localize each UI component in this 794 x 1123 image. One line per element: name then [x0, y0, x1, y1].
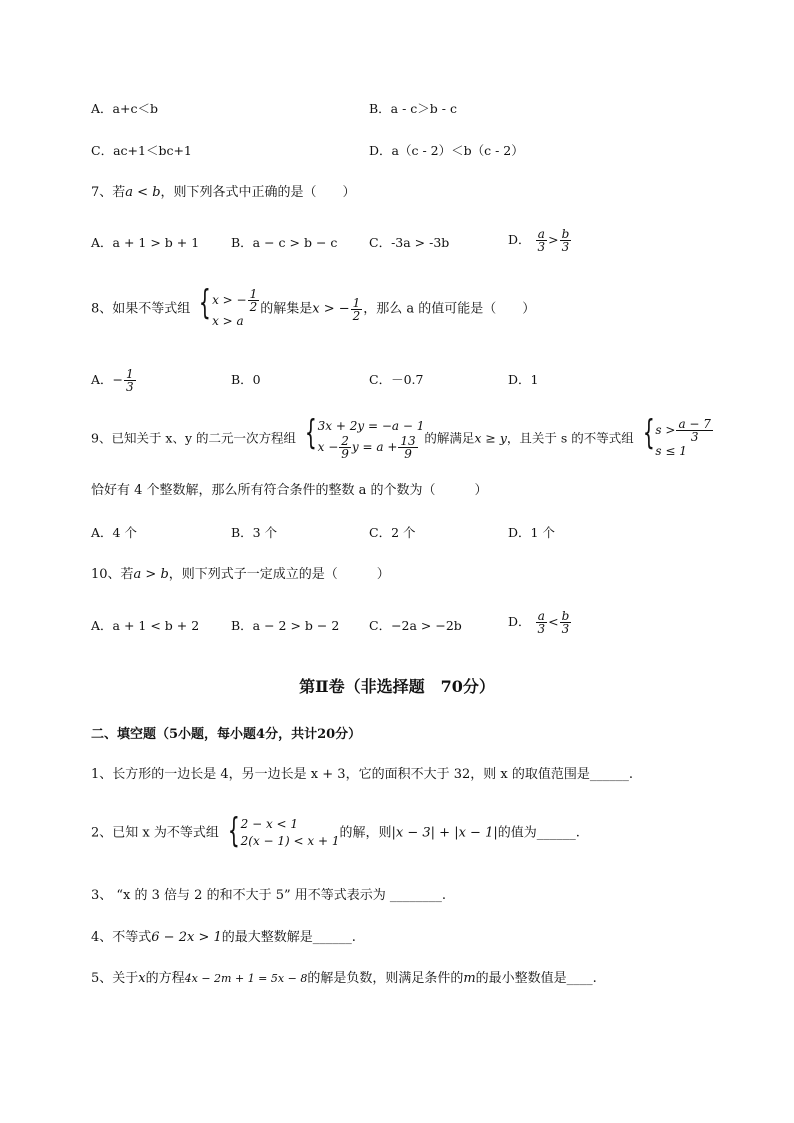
q9-option-a: A．4 个 — [91, 525, 137, 540]
section2-heading: 二、填空题（5小题，每小题4分，共计20分） — [91, 727, 362, 742]
q6-option-c: C．ac+1＜bc+1 — [91, 143, 192, 158]
q10-option-c: C．−2a > −2b — [369, 618, 462, 633]
q9-stem: 9、已知关于 x、y 的二元一次方程组 { 3x + 2y = −a − 1 x − $\frac{2}{9}$ y = a + $\frac{13}{9}$ 的解满足x ≥ y，且关于 s 的不等式组 { s > $\frac{a - 7}{3}$ s ≤ 1 — [91, 418, 714, 460]
q9-option-d: D．1 个 — [508, 525, 555, 540]
fill-q5: 5、关于x的方程4x − 2m + 1 = 5x − 8的解是负数，则满足条件的m的最小整数值是____. — [91, 971, 597, 986]
q8-option-a: A．− $\frac{1}{3}$ — [91, 367, 134, 394]
q9-option-c: C．2 个 — [369, 525, 416, 540]
q6-option-b: B．a - c＞b - c — [369, 101, 457, 116]
q10-option-d: D． $\frac{a}{3}$ < $\frac{b}{3}$ — [508, 609, 570, 636]
q9-s-inequality-system: { s > $\frac{a - 7}{3}$ s ≤ 1 — [642, 413, 711, 458]
q9-equation-system: { 3x + 2y = −a − 1 x − $\frac{2}{9}$ y = a + $\frac{13}{9}$ — [304, 413, 425, 461]
q10-option-a: A．a + 1 < b + 2 — [91, 618, 200, 633]
q9-option-b: B．3 个 — [231, 525, 278, 540]
q10-option-b: B．a − 2 > b − 2 — [231, 618, 340, 633]
q7-option-a: A．a + 1 > b + 1 — [91, 235, 200, 250]
q9-stem-line2: 恰好有 4 个整数解，那么所有符合条件的整数 a 的个数为（ ） — [91, 483, 488, 498]
q7-option-d: D． $\frac{a}{3}$ > $\frac{b}{3}$ — [508, 227, 570, 254]
fill-q2: 2、已知 x 为不等式组 { 2 − x < 1 2(x − 1) < x + 1 的解，则|x − 3| + |x − 1|的值为______. — [91, 811, 580, 851]
q6-option-a: A．a+c＜b — [91, 101, 158, 116]
q8-option-b: B．0 — [231, 372, 261, 387]
q10-stem: 10、若a > b，则下列式子一定成立的是（ ） — [91, 567, 390, 582]
fill-q2-inequality-system: { 2 − x < 1 2(x − 1) < x + 1 — [227, 811, 340, 851]
q8-option-c: C．－0.7 — [369, 372, 424, 387]
part2-title: 第Ⅱ卷（非选择题 70分） — [299, 677, 495, 696]
q7-option-c: C．-3a > -3b — [369, 235, 450, 250]
q7-stem: 7、若a < b，则下列各式中正确的是（ ） — [91, 185, 356, 200]
fill-q3: 3、 “x 的 3 倍与 2 的和不大于 5” 用不等式表示为 ________. — [91, 888, 447, 903]
q6-option-d: D．a（c - 2）＜b（c - 2） — [369, 143, 524, 158]
fill-q4: 4、不等式6 − 2x > 1的最大整数解是______. — [91, 930, 356, 945]
q7-option-b: B．a − c > b − c — [231, 235, 338, 250]
fill-q1: 1、长方形的一边长是 4，另一边长是 x + 3，它的面积不大于 32，则 x 的取值范围是______. — [91, 767, 633, 782]
q8-option-d: D．1 — [508, 372, 539, 387]
q8-inequality-system: { x > − $\frac{1}{2}$ x > a — [199, 283, 258, 328]
q8-stem: 8、如果不等式组 { x > − $\frac{1}{2}$ x > a 的解集是x > − $\frac{1}{2}$ ，那么 a 的值可能是（ ） — [91, 283, 536, 328]
